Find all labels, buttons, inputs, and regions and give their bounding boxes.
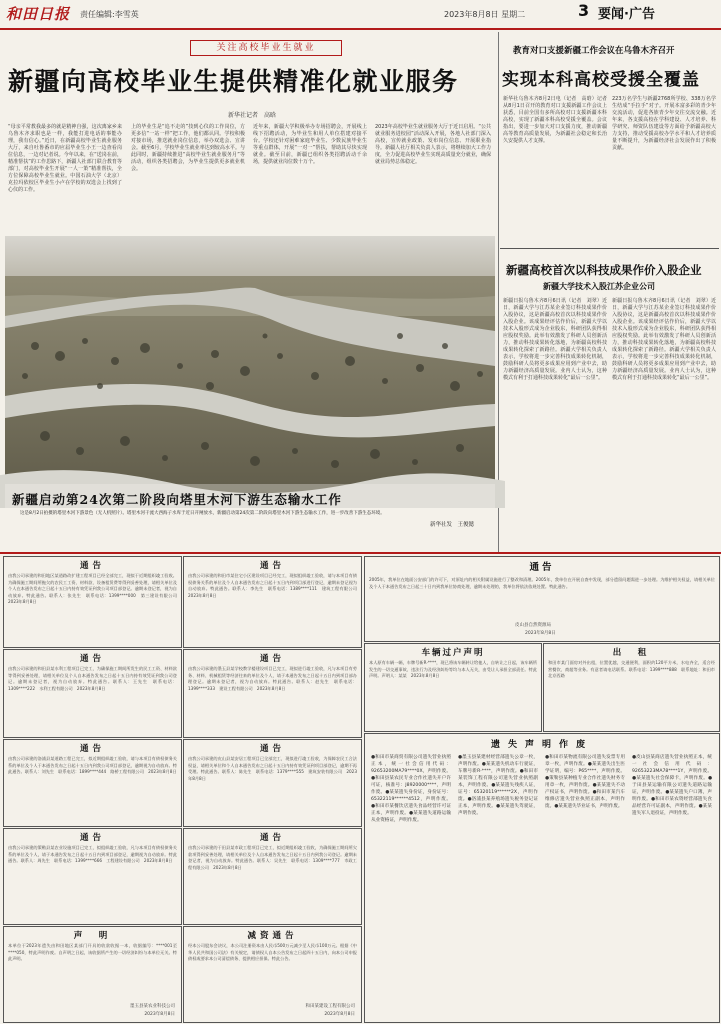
- notice-title: 通告: [79, 654, 105, 664]
- notice-body: 由我公司承建的洛浦县某道路工程已完工，拟近期组织竣工验收，请与本项目有债权债务关系的单位及个人于本通告发布之日起十五日内到我公司项目部登记，逾期视为自动放弃。特此通告。联系人：刘先生 联系电话：1899****444 路桥工程有限公司 2023年8月8日: [8, 756, 177, 774]
- issue-date: 2023年8月8日 星期二: [444, 10, 526, 19]
- loss-notice-column-1: ●和田市某商贸有限公司遗失营业执照正本，统一社会信用代码：92653200MA79****0X，声明作废。●和田县某农民专业合作社遗失开户许可证，核准号：J8920000****，声明作废。●某某遗失身份证，身份证号：65322119******4512，声明作废。●和田市某餐饮店遗失食品经营许可证正本，声明作废。●某某遗失道路运输从业资格证，声明作废。: [371, 755, 451, 823]
- right-mid-subheadline: 新疆大学技术入股江苏企业公司: [543, 282, 655, 291]
- loss-notice-column-4: ●皮山县某商店遗失营业执照正本，统一社会信用代码：92653223MA78****1Y，声明作废。●某某遗失社会保障卡，声明作废。●于田县某运输有限公司遗失道路运输证，声明作废。●某某遗失户口簿，声明作废。●和田市某农资经营部遗失食品经营许可证副本，声明作废。●某某遗失军人退役证，声明作废。: [632, 755, 712, 816]
- notice-title: 通告: [79, 561, 105, 571]
- notice-box: [183, 828, 362, 925]
- loss-notice-column-3: ●和田市某物流有限公司遗失发票专用章一枚，声明作废。●某某遗失出生医学证明，编号：P65****，声明作废。●策勒县某种植专业合作社遗失财务专用章一枚，声明作废。●某某遗失不动产权证书，声明作废。●和田市某汽车维修店遗失营业执照正副本，声明作废。●某某遗失毕业证书，声明作废。: [545, 755, 625, 809]
- rental-notice-box: [543, 643, 720, 732]
- notice-body: 由我公司承建的皮山县某安居工程项目已全部完工，现拟进行竣工验收，为保障农民工合法权益，请相关单位和个人自本通告发布之日起十五日内持有效凭证到项目部登记，逾期不再受理。特此通告。联系人：陈先生 联系电话：1379****555 建筑安装有限公司 2023年8月8日: [188, 756, 357, 781]
- lead-byline: 新华社记者 高晗: [228, 112, 277, 119]
- capital-reduction-signature: 和田某建设工程有限公司: [305, 1003, 355, 1009]
- vehicle-notice-body: 本人原有车辆一辆，车牌号新R·****，现已将该车辆转让给他人，自转让之日起，该车辆所发生的一切交通事故、违法行为及经济纠纷等均与本人无关，由受让人承担全部责任。特此声明。声明人：某某 2023年8月8日: [369, 660, 537, 678]
- statement-title: 声 明: [73, 931, 112, 941]
- notice-title: 通告: [259, 561, 285, 571]
- notice-box: [183, 739, 362, 827]
- notice-box: [183, 649, 362, 738]
- statement-body: 本单位于2023年遗失由和田地区某部门开具的收款收据一本，收据编号：****001至****050，特此声明作废。自声明之日起，该收据所产生的一切经济纠纷与本单位无关。特此声明。: [8, 943, 177, 961]
- capital-reduction-box: [183, 926, 362, 1023]
- rental-notice-title: 出 租: [612, 648, 651, 658]
- notice-body: 由我公司承建的和田市某住宅小区建设项目已经完工，现拟组织竣工验收，请与本项目有债权债务关系的单位及个人自本通告发布之日起十五日内到项目部进行登记，逾期未登记视为自动放弃。特此通告。联系人：李先生 联系电话：1389****111 建筑工程有限公司 2023年8月8日: [188, 573, 362, 598]
- right-top-column-1: 新华社乌鲁木齐8月2日电（记者 高晗）记者从8月1日召开的教育对口支援新疆工作会议上获悉，目前全国有多所高校对口支援新疆本科高校，实现了新疆本科高校受援全覆盖。会议指出，要进一步加大对口支援力度，推动新疆高等教育高质量发展，为新疆社会稳定和长治久安提供人才支撑。: [503, 96, 607, 144]
- lead-column-1: “母亲平常教我最多的就是精神自强，这次离家乡来乌鲁木齐求职也是一样，我能打进电话的事能办理，我有信心。”近日，在新疆高校毕业生就业服务大厅，来自吐鲁番市的应届毕业生小王一边查看岗位信息，一边对记者说。今年以来，在“送岗在前，精准帮扶”的工作思路下，新疆人社部门联合教育等部门，对高校毕业生开展“一人一策”精准帮扶，全方位保障高校毕业生就业。中国石油大学（北京）克拉玛依校区毕业生小卢在学校的双选会上找到了心仪的工作。: [8, 124, 122, 193]
- newspaper-logo: 和田日报: [6, 5, 71, 23]
- lead-column-2: 上的毕业生是“追不走的”技到心仪的工作岗位，方更多信“一站一样”把工作，他们都认同。学校积极对接市场，推送就业岗位信息，举办双选会、宣讲会。截至6月，学校毕业生就业率达到较高水平。与此同时，新疆持续推进“高校毕业生就业服务月”等活动，组织各类招聘会，为毕业生提供更多就业机会。: [131, 124, 245, 172]
- editor-credit: 责任编辑:李雪英: [80, 10, 139, 19]
- statement-date: 2023年8月8日: [144, 1011, 175, 1017]
- wide-notice-title: 通告: [529, 562, 555, 573]
- lead-kicker: 关注高校毕业生就业: [190, 40, 342, 56]
- notice-body: 由我公司承建的于田县某市政工程项目已完工，拟近期组织竣工验收，为确保施工期间所欠款项得到妥善处理，请相关单位及个人自本通告发布之日起十五日内到我公司登记。逾期未登记者，视为自动放弃。特此通告。联系人：吴先生 联系电话：1309****777 市政工程有限公司 2023年8月8日: [188, 845, 357, 870]
- photo-credit: 新华社发 王俊懿: [430, 522, 475, 528]
- page-section: 要闻·广告: [598, 7, 655, 22]
- loss-notice-title: 遗失声明作废: [490, 740, 593, 750]
- right-top-headline: 实现本科高校受援全覆盖: [502, 70, 700, 90]
- notice-box: [3, 739, 182, 827]
- page-number: 3: [578, 1, 590, 20]
- notice-title: 通告: [259, 744, 285, 754]
- right-divider: [500, 248, 719, 249]
- right-mid-headline: 新疆高校首次以科技成果作价入股企业: [506, 263, 702, 277]
- notice-box: [3, 828, 182, 925]
- vehicle-notice-box: [364, 643, 542, 732]
- ad-section-rule: [0, 552, 721, 554]
- notice-title: 通告: [259, 654, 285, 664]
- right-mid-column-2: 新疆日报乌鲁木齐8月6日讯（记者 刘翠）近日，新疆大学与江苏某企业签订科技成果作价入股协议，这是新疆高校首次以科技成果作价入股企业。该成果经评估作价后，新疆大学以技术入股形式成为企业股东，科研团队获得相应股权奖励。此举有效激发了科研人员创新活力，推动科技成果转化落地，为新疆高校科技成果转化探索了新路径。新疆大学相关负责人表示，学校将进一步完善科技成果转化机制，鼓励科研人员将更多成果应用到产业中去，助力新疆经济高质量发展。业内人士认为，这种模式有利于打通科技成果转化“最后一公里”。: [612, 298, 716, 381]
- notice-body: 由我公司承建的墨玉县某学校教学楼建设项目已完工，现拟进行竣工验收，凡与本项目有劳务、材料、机械租赁等经济往来的单位及个人，请于本通告发布之日起十五日内到项目部办理登记。逾期未登记者，视为自动放弃。特此通告。联系人：赵先生 联系电话：1399****333 建设工程有限公司 2023年8月8日: [188, 666, 357, 691]
- notice-box: [3, 649, 182, 738]
- wide-notice-date: 2023年8月8日: [525, 630, 556, 636]
- vehicle-notice-title: 车辆过户声明: [421, 648, 485, 658]
- header-rule: [0, 28, 721, 30]
- column-divider: [498, 32, 499, 552]
- statement-signature: 墨玉县某农业科技公司: [130, 1003, 175, 1009]
- rental-notice-body: 和田市某门面房对外出租，位置优越，交通便利，面积约120平方米，水电齐全，适合经营餐饮、商超等业务。有意者请电话联系。联系电话：1399****888 联系地址：和田市北京西路: [548, 660, 715, 678]
- notice-title: 通告: [79, 744, 105, 754]
- notice-box: [183, 556, 362, 648]
- capital-reduction-title: 减资通告: [247, 931, 298, 941]
- lead-headline: 新疆向高校毕业生提供精准化就业服务: [8, 67, 459, 96]
- wide-notice-signature: 皮山县自然资源局: [515, 622, 551, 628]
- notice-body: 由我公司承建的和田县某水利工程项目已完工，为确保施工期间所发生的民工工资、材料款等得到妥善处理，请相关单位及个人自本通告发布之日起十五日内持有效凭证到我公司登记。逾期未登记者，视为自动放弃。特此通告。联系人：王先生 联系电话：1309****222 水利工程有限公司 2023年8月8日: [8, 666, 177, 691]
- capital-reduction-date: 2023年8月8日: [324, 1011, 355, 1017]
- notice-title: 通告: [79, 833, 105, 843]
- loss-notice-box: [364, 733, 720, 1023]
- photo-caption-title: 新疆启动第24次第二阶段向塔里木河下游生态输水工作: [12, 492, 342, 507]
- photo-caption-text: 这是8月2日拍摄的塔里木河下游景色（无人机照片）。塔里木河干流大西海子水库于近日开闸放水，新疆启动第24次第二阶段向塔里木河下游生态输水工作，进一步改善下游生态环境。: [20, 511, 385, 516]
- loss-notice-column-2: ●墨玉县某建材经营部遗失公章一枚，声明作废。●某某遗失机动车行驶证，车牌号新R·****，声明作废。●和田市某装饰工程有限公司遗失营业执照副本，声明作废。●某某遗失残疾人证，证号：65320119******2X，声明作废。●洛浦县某养殖场遗失税务登记证正本，声明作废。●某某遗失驾驶证，声明作废。: [458, 755, 538, 816]
- capital-reduction-body: 经本公司股东会决议，本公司注册资本由人民币500万元减少至人民币100万元。根据《中华人民共和国公司法》有关规定，请债权人自本公告发布之日起四十五日内，向本公司申报债权或要求本公司清偿债务、提供相应担保。特此公告。: [188, 943, 357, 961]
- lead-column-4: 2023年高校毕业生就业服务大厅于近日启用。“公共就业服务进校园”活动深入开展，各地人社部门深入高校，宣传就业政策、发布岗位信息、开展职业指导。新疆人社厅相关负责人表示，将继续加大工作力度，全力促进高校毕业生实现高质量充分就业，确保就业局势总体稳定。: [375, 124, 491, 165]
- notice-body: 由我公司承建的策勒县某农业设施项目已完工，拟组织竣工验收，凡与本项目有债权债务关系的单位及个人，请于本通告发布之日起十五日内到项目部登记，逾期视为自动放弃。特此通告。联系人：周先生 联系电话：1399****666 工程建设有限公司 2023年8月8日: [8, 845, 177, 863]
- wide-notice-box: [364, 556, 720, 642]
- right-mid-column-1: 新疆日报乌鲁木齐8月6日讯（记者 刘翠）近日，新疆大学与江苏某企业签订科技成果作价入股协议，这是新疆高校首次以科技成果作价入股企业。该成果经评估作价后，新疆大学以技术入股形式成为企业股东，科研团队获得相应股权奖励。此举有效激发了科研人员创新活力，推动科技成果转化落地，为新疆高校科技成果转化探索了新路径。新疆大学相关负责人表示，学校将进一步完善科技成果转化机制，鼓励科研人员将更多成果应用到产业中去，助力新疆经济高质量发展。业内人士认为，这种模式有利于打通科技成果转化“最后一公里”。: [503, 298, 607, 381]
- notice-title: 通告: [259, 833, 285, 843]
- notice-box: [3, 556, 182, 648]
- lead-column-3: 近年来，新疆大学积极举办专场招聘会，开展线上线下招聘活动，为毕业生和用人单位搭建对接平台。学校还针对困难家庭毕业生、少数民族毕业生等重点群体，开展“一对一”帮扶，帮助其尽快实现就业。截至目前，新疆已组织各类招聘活动千余场，提供就业岗位数十万个。: [253, 124, 367, 165]
- right-top-kicker: 教育对口支援新疆工作会议在乌鲁木齐召开: [513, 46, 675, 56]
- right-top-column-2: 223万名学生与新疆2768所学校、338万名学生结成“手拉手”对子。开展本富多彩的青少年交流活动，促进各族青少年交往交流交融。近年来，各支援高校在学科建设、人才培养、科学研究、师资队伍建设等方面给予新疆高校大力支持，推动受援高校办学水平和人才培养质量不断提升，为新疆经济社会发展作出了积极贡献。: [612, 96, 716, 151]
- desert-river-photo: [5, 236, 495, 508]
- notice-body: 由我公司承建的和田地区某道路改扩建工程项目已经全部完工，现拟于近期组织竣工验收。为确保施工期间所拖欠的农民工工资、材料款、设备租赁费等得到妥善处理，请相关单位及个人在本通告发布之日起十五日内持有效凭证到我公司项目部登记。逾期未登记者，视为自动放弃。特此通告。联系人：张先生 联系电话：1399****000 第三建设有限公司 2023年8月8日: [8, 573, 182, 604]
- wide-notice-body: 2005年，我单位在地面公安部门的许可下，对原址内的相关附属设施进行了整改和清理。2005年，我单位在开展自查中发现，部分遗留问题需进一步处理。为维护相关权益，请相关单位及个人于本通告发布之日起三十日内到我单位协商处理，逾期未处理的，我单位将依法依规处置。特此通告。: [369, 577, 715, 589]
- photo-illustration: [5, 236, 495, 508]
- statement-box: [3, 926, 182, 1023]
